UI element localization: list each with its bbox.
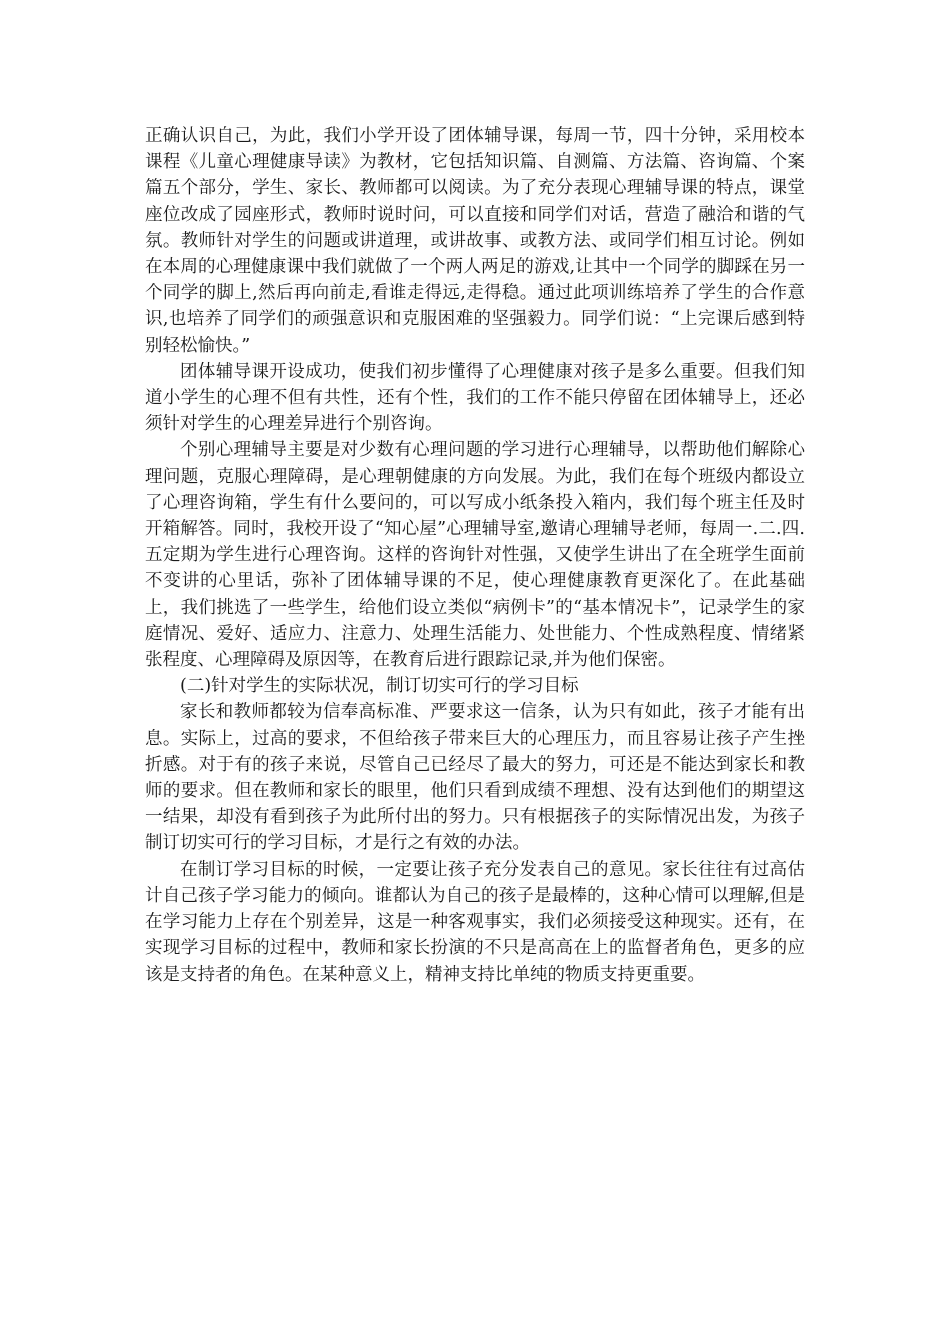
section-heading: (二)针对学生的实际状况，制订切实可行的学习目标 bbox=[180, 676, 579, 697]
document-body bbox=[145, 123, 805, 988]
paragraph-2: 团体辅导课开设成功，使我们初步懂得了心理健康对孩子是多么重要。但我们知道小学生的心理不但有共性，还有个性，我们的工作不能只停留在团体辅导上，还必须针对学生的心理差异进行个别咨询。 bbox=[145, 361, 805, 435]
paragraph-5: 在制订学习目标的时候，一定要让孩子充分发表自己的意见。家长往往有过高估计自己孩子学习能力的倾向。谁都认为自己的孩子是最棒的，这种心情可以理解,但是在学习能力上存在个别差异，这是一种客观事实，我们必须接受这种现实。还有，在实现学习目标的过程中，教师和家长扮演的不只是高高在上的监督者角色，更多的应该是支持者的角色。在某种意义上，精神支持比单纯的物质支持更重要。 bbox=[145, 859, 805, 985]
paragraph-1: 正确认识自己，为此，我们小学开设了团体辅导课，每周一节，四十分钟，采用校本课程《儿童心理健康导读》为教材，它包括知识篇、自测篇、方法篇、咨询篇、个案篇五个部分，学生、家长、教师都可以阅读。为了充分表现心理辅导课的特点，课堂座位改成了园座形式，教师时说时问，可以直接和同学们对话，营造了融洽和谐的气氛。教师针对学生的问题或讲道理，或讲故事、或教方法、或同学们相互讨论。例如在本周的心理健康课中我们就做了一个两人两足的游戏,让其中一个同学的脚踩在另一个同学的脚上,然后再向前走,看谁走得远,走得稳。通过此项训练培养了学生的合作意识,也培养了同学们的顽强意识和克服困难的坚强毅力。同学们说：“上完课后感到特别轻松愉快。” bbox=[145, 126, 805, 356]
paragraph-4: 家长和教师都较为信奉高标准、严要求这一信条，认为只有如此，孩子才能有出息。实际上，过高的要求，不但给孩子带来巨大的心理压力，而且容易让孩子产生挫折感。对于有的孩子来说，尽管自己已经尽了最大的努力，可还是不能达到家长和教师的要求。但在教师和家长的眼里，他们只看到成绩不理想、没有达到他们的期望这一结果，却没有看到孩子为此所付出的努力。只有根据孩子的实际情况出发，为孩子制订切实可行的学习目标，才是行之有效的办法。 bbox=[145, 702, 805, 854]
paragraph-3: 个别心理辅导主要是对少数有心理问题的学习进行心理辅导，以帮助他们解除心理问题，克服心理障碍，是心理朝健康的方向发展。为此，我们在每个班级内都设立了心理咨询箱，学生有什么要问的，可以写成小纸条投入箱内，我们每个班主任及时开箱解答。同时，我校开设了“知心屋”心理辅导室,邀请心理辅导老师，每周一.二.四.五定期为学生进行心理咨询。这样的咨询针对性强，又使学生讲出了在全班学生面前不变讲的心里话，弥补了团体辅导课的不足，使心理健康教育更深化了。在此基础上，我们挑选了一些学生，给他们设立类似“病例卡”的“基本情况卡”，记录学生的家庭情况、爱好、适应力、注意力、处理生活能力、处世能力、个性成熟程度、情绪紧张程度、心理障碍及原因等，在教育后进行跟踪记录,并为他们保密。 bbox=[145, 440, 805, 671]
